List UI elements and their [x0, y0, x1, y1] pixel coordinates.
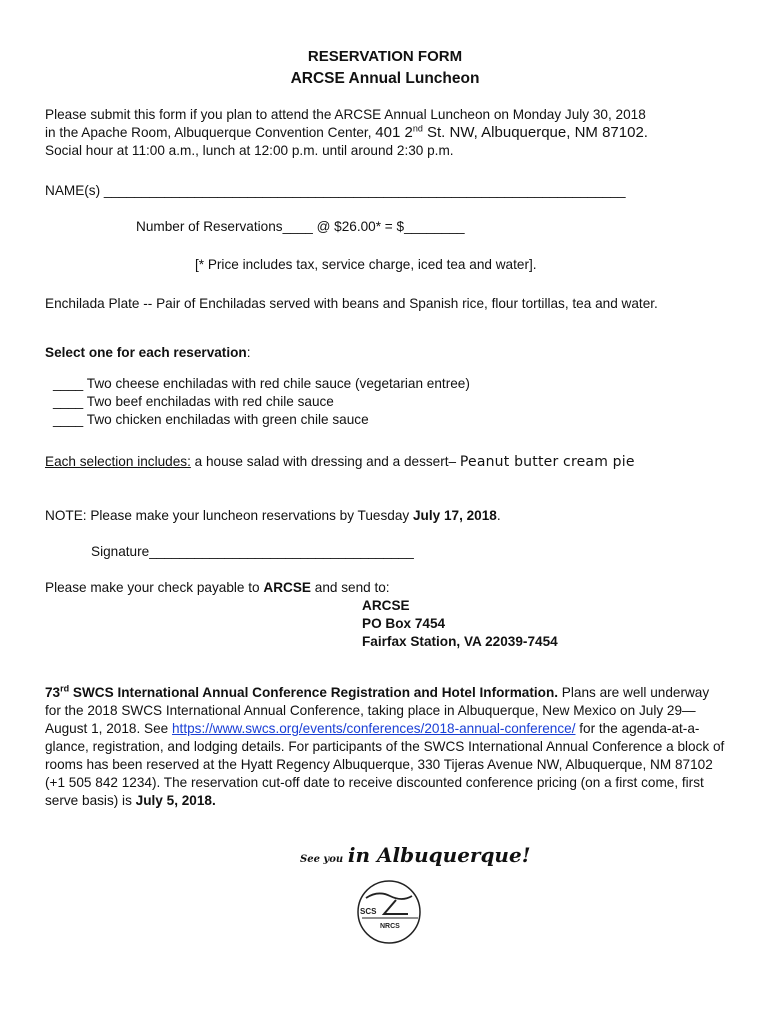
names-field[interactable]: NAME(s) _____________________________________________________________________: [45, 183, 626, 198]
signature-field[interactable]: Signature___________________________________: [91, 544, 414, 559]
logo-scs-text: SCS: [360, 907, 377, 916]
intro-paragraph: [45, 106, 745, 160]
intro-line-1: Please submit this form if you plan to attend the ARCSE Annual Luncheon on Monday July 30, 2018: [45, 107, 646, 122]
address-line: ARCSE: [362, 598, 410, 613]
form-title: RESERVATION FORM: [307, 48, 463, 65]
deadline-note: NOTE: Please make your luncheon reservations by Tuesday July 17, 2018.: [45, 508, 501, 523]
intro-line-2: in the Apache Room, Albuquerque Convention Center, 401 2nd St. NW, Albuquerque, NM 87102.: [45, 123, 648, 141]
scs-nrcs-logo: [350, 878, 430, 946]
intro-line-3: Social hour at 11:00 a.m., lunch at 12:00 p.m. until around 2:30 p.m.: [45, 143, 454, 158]
menu-description: Enchilada Plate -- Pair of Enchiladas served with beans and Spanish rice, flour tortillas, tea and water.: [45, 296, 658, 311]
option-chicken[interactable]: ____ Two chicken enchiladas with green chile sauce: [53, 412, 369, 427]
logo-nrcs-text: NRCS: [380, 923, 400, 930]
select-instruction: Select one for each reservation:: [45, 345, 251, 360]
option-beef[interactable]: ____ Two beef enchiladas with red chile sauce: [53, 394, 334, 409]
see-you-message: See you in Albuquerque!: [300, 843, 531, 867]
form-subtitle: ARCSE Annual Luncheon: [290, 70, 480, 87]
address-line: Fairfax Station, VA 22039-7454: [362, 634, 558, 649]
payment-instruction: Please make your check payable to ARCSE and send to:: [45, 580, 390, 595]
mailing-address: [362, 597, 558, 651]
meal-options: [53, 375, 470, 429]
option-cheese[interactable]: ____ Two cheese enchiladas with red chile sauce (vegetarian entree): [53, 376, 470, 391]
reservations-field[interactable]: Number of Reservations____ @ $26.00* = $________: [136, 219, 465, 234]
selection-includes: Each selection includes: a house salad with dressing and a dessert– Peanut butter cream pie: [45, 454, 635, 470]
conference-paragraph: 73rd SWCS International Annual Conference Registration and Hotel Information. Plans are well underway for the 2018 SWCS International Annual Conference, taking place in Albuquerque, New Mexico on July 29—August 1, 2018. See https://www.swcs.org/events/conferences/2018-annual-conference/ for the agenda-at-a-glance, registration, and lodging details. For participants of the SWCS International Annual Conference a block of rooms has been reserved at the Hyatt Regency Albuquerque, 330 Tijeras Avenue NW, Albuquerque, NM 87102 (+1 505 842 1234). The reservation cut-off date to receive discounted conference pricing (on a first come, first serve basis) is July 5, 2018.: [45, 683, 725, 808]
conference-link[interactable]: https://www.swcs.org/events/conferences/2018-annual-conference/: [171, 721, 576, 736]
price-note: [* Price includes tax, service charge, iced tea and water].: [195, 257, 537, 272]
address-line: PO Box 7454: [362, 616, 446, 631]
